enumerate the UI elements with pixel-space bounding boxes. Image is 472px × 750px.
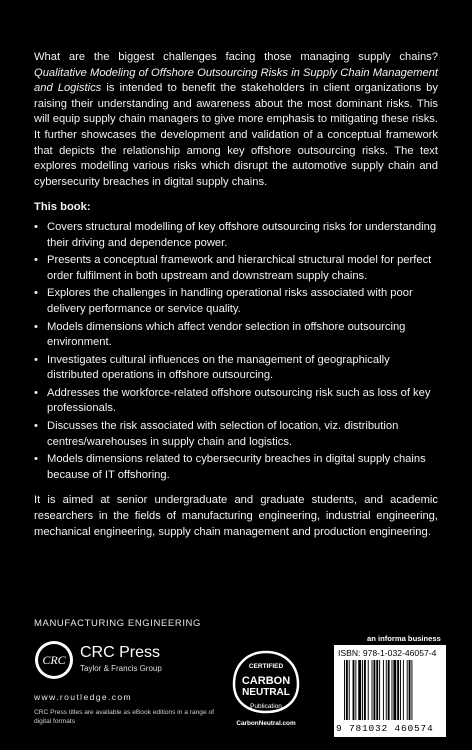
barcode-bar <box>411 660 412 720</box>
book-title: Qualitative Modeling of Offshore Outsourcing Risks in Supply Chain Management and Logistics <box>34 66 438 95</box>
barcode-bar <box>344 660 345 720</box>
ebook-note: CRC Press titles are available as eBook editions in a range of digital formats <box>34 709 214 725</box>
publisher-url[interactable]: www.routledge.com <box>34 692 132 702</box>
list-item: • Investigates cultural influences on the management of geographically distributed operations in offshore outsourcing. <box>34 353 438 384</box>
barcode-bar <box>346 660 348 720</box>
blurb <box>34 50 438 551</box>
barcode-bar <box>372 660 373 720</box>
crc-logo-icon <box>34 640 74 680</box>
subject-category: MANUFACTURING ENGINEERING <box>34 618 202 629</box>
neutral-word: NEUTRAL <box>242 687 290 698</box>
barcode-icon <box>342 660 438 722</box>
barcode-bar <box>388 660 390 720</box>
list-item: • Explores the challenges in handling operational risks associated with poor delivery performance or service quality. <box>34 286 438 317</box>
carbon-certified: CERTIFIED <box>248 663 284 670</box>
list-item: • Addresses the workforce-related offshore outsourcing risk such as loss of key professionals. <box>34 386 438 417</box>
list-heading: This book: <box>34 201 91 214</box>
barcode-bar <box>368 660 369 720</box>
informa-tagline: an informa business <box>367 634 441 643</box>
barcode-bar <box>383 660 384 720</box>
barcode-bar <box>392 660 393 720</box>
barcode-bar <box>349 660 350 720</box>
carbon-word: CARBON <box>241 675 291 687</box>
barcode-bar <box>376 660 378 720</box>
intro-paragraph <box>34 50 438 190</box>
list-item: • Discusses the risk associated with selection of location, viz. distribution centres/warehouses in supply chain and logistics. <box>34 419 438 450</box>
barcode <box>334 645 446 737</box>
barcode-bar <box>364 660 366 720</box>
intro-rest: is intended to benefit the stakeholders in client organizations by raising their understanding and awareness about the most dominant risks. This will equip supply chain managers to give more emphasis to mitigating these risks. It further showcases the development and validation of a conceptual framework that depicts the relationship among key offshore outsourcing risks. The text explores modelling various risks which disrupt the automotive supply chain and cybersecurity breaches in digital supply chains. <box>34 82 438 188</box>
carbon-neutral-site: CarbonNeutral.com <box>236 720 296 727</box>
barcode-bar <box>409 660 411 720</box>
carbon-publication: Publication <box>250 703 282 710</box>
outro-paragraph: It is aimed at senior undergraduate and graduate students, and academic researchers in the fields of manufacturing engineering, industrial engineering, mechanical engineering, supply chain management and production engineering. <box>34 494 438 538</box>
barcode-bar <box>397 660 399 720</box>
intro-lead: What are the biggest challenges facing those managing supply chains? <box>34 51 438 63</box>
barcode-bar <box>379 660 380 720</box>
barcode-bar <box>386 660 387 720</box>
isbn: ISBN: 978-1-032-46057-4 <box>338 648 437 658</box>
barcode-bar <box>353 660 355 720</box>
barcode-bar <box>393 660 396 720</box>
barcode-bar <box>362 660 363 720</box>
list-item: • Models dimensions related to cybersecurity breaches in digital supply chains because of IT offshoring. <box>34 452 438 483</box>
list-item: • Covers structural modelling of key offshore outsourcing risks for understanding their driving and dependence power. <box>34 220 438 251</box>
list-item: • Presents a conceptual framework and hierarchical structural model for perfect order fulfilment in both upstream and downstream supply chains. <box>34 253 438 284</box>
list-item: • Models dimensions which affect vendor selection in offshore outsourcing environment. <box>34 320 438 351</box>
barcode-bar <box>400 660 401 720</box>
barcode-bar <box>373 660 375 720</box>
barcode-bar <box>358 660 361 720</box>
publisher-group: Taylor & Francis Group <box>80 664 162 673</box>
barcode-digits: 9 781032 460574 <box>336 723 434 734</box>
barcode-bar <box>407 660 408 720</box>
barcode-bar <box>355 660 356 720</box>
feature-list <box>34 220 438 484</box>
crc-logo-text: CRC <box>42 653 66 667</box>
barcode-bar <box>403 660 404 720</box>
publisher-name: CRC Press <box>80 644 161 661</box>
